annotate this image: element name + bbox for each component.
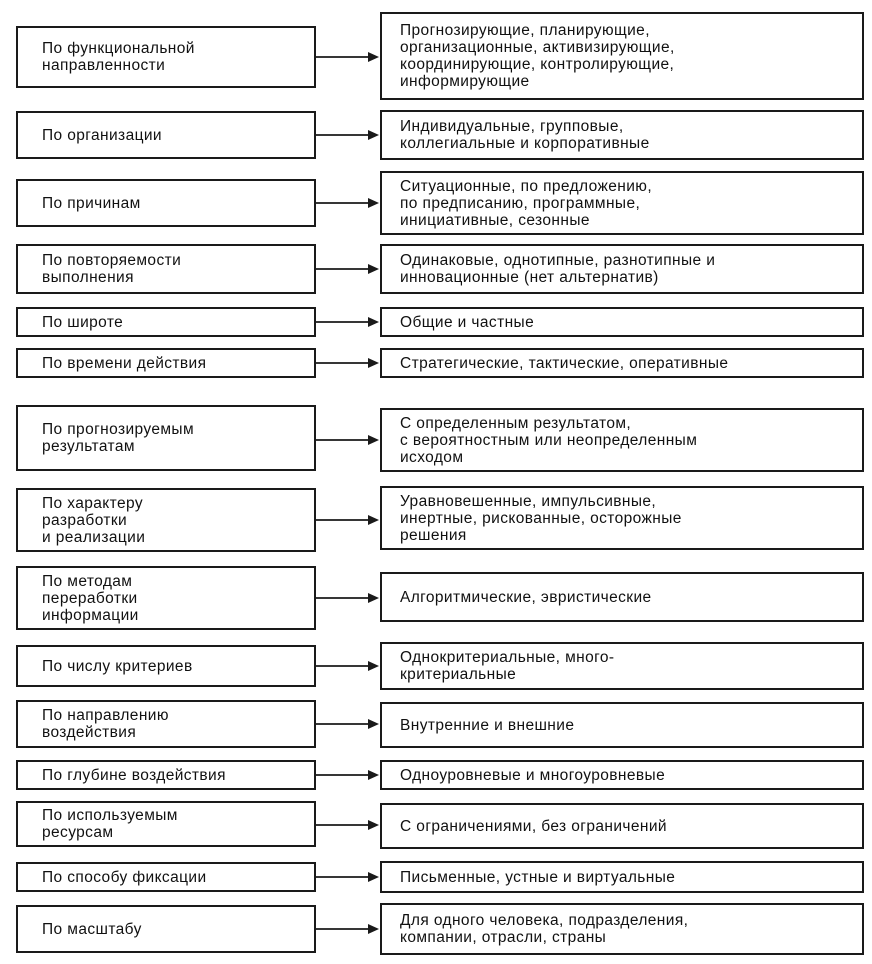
arrow-connector — [316, 317, 379, 327]
arrow-connector — [316, 872, 379, 882]
types-box: Общие и частные — [380, 307, 864, 337]
criterion-box: По причинам — [16, 179, 316, 227]
types-box: Для одного человека, подразделения, компании, отрасли, страны — [380, 903, 864, 955]
arrow-connector — [316, 593, 379, 603]
arrow-connector — [316, 198, 379, 208]
arrow-connector — [316, 924, 379, 934]
arrow-connector — [316, 719, 379, 729]
types-box: С определенным результатом, с вероятностным или неопределенным исходом — [380, 408, 864, 472]
criterion-box: По характеру разработки и реализации — [16, 488, 316, 552]
arrow-connector — [316, 130, 379, 140]
criterion-box: По числу критериев — [16, 645, 316, 687]
types-box: С ограничениями, без ограничений — [380, 803, 864, 849]
criterion-box: По методам переработки информации — [16, 566, 316, 630]
arrow-connector — [316, 52, 379, 62]
criterion-box: По повторяемости выполнения — [16, 244, 316, 294]
criterion-box: По функциональной направленности — [16, 26, 316, 88]
arrow-connector — [316, 264, 379, 274]
criterion-box: По прогнозируемым результатам — [16, 405, 316, 471]
types-box: Алгоритмические, эвристические — [380, 572, 864, 622]
arrow-connector — [316, 820, 379, 830]
arrow-connector — [316, 358, 379, 368]
arrow-connector — [316, 435, 379, 445]
criterion-box: По времени действия — [16, 348, 316, 378]
types-box: Однокритериальные, много- критериальные — [380, 642, 864, 690]
types-box: Уравновешенные, импульсивные, инертные, рискованные, осторожные решения — [380, 486, 864, 550]
criterion-box: По широте — [16, 307, 316, 337]
criterion-box: По способу фиксации — [16, 862, 316, 892]
types-box: Внутренние и внешние — [380, 702, 864, 748]
types-box: Одинаковые, однотипные, разнотипные и инновационные (нет альтернатив) — [380, 244, 864, 294]
types-box: Письменные, устные и виртуальные — [380, 861, 864, 893]
arrow-connector — [316, 770, 379, 780]
criterion-box: По направлению воздействия — [16, 700, 316, 748]
arrow-connector — [316, 661, 379, 671]
types-box: Прогнозирующие, планирующие, организационные, активизирующие, координирующие, контролирующие, информирующие — [380, 12, 864, 100]
types-box: Одноуровневые и многоуровневые — [380, 760, 864, 790]
arrow-connector — [316, 515, 379, 525]
criterion-box: По организации — [16, 111, 316, 159]
criterion-box: По глубине воздействия — [16, 760, 316, 790]
criterion-box: По используемым ресурсам — [16, 801, 316, 847]
types-box: Индивидуальные, групповые, коллегиальные и корпоративные — [380, 110, 864, 160]
types-box: Ситуационные, по предложению, по предписанию, программные, инициативные, сезонные — [380, 171, 864, 235]
types-box: Стратегические, тактические, оперативные — [380, 348, 864, 378]
criterion-box: По масштабу — [16, 905, 316, 953]
